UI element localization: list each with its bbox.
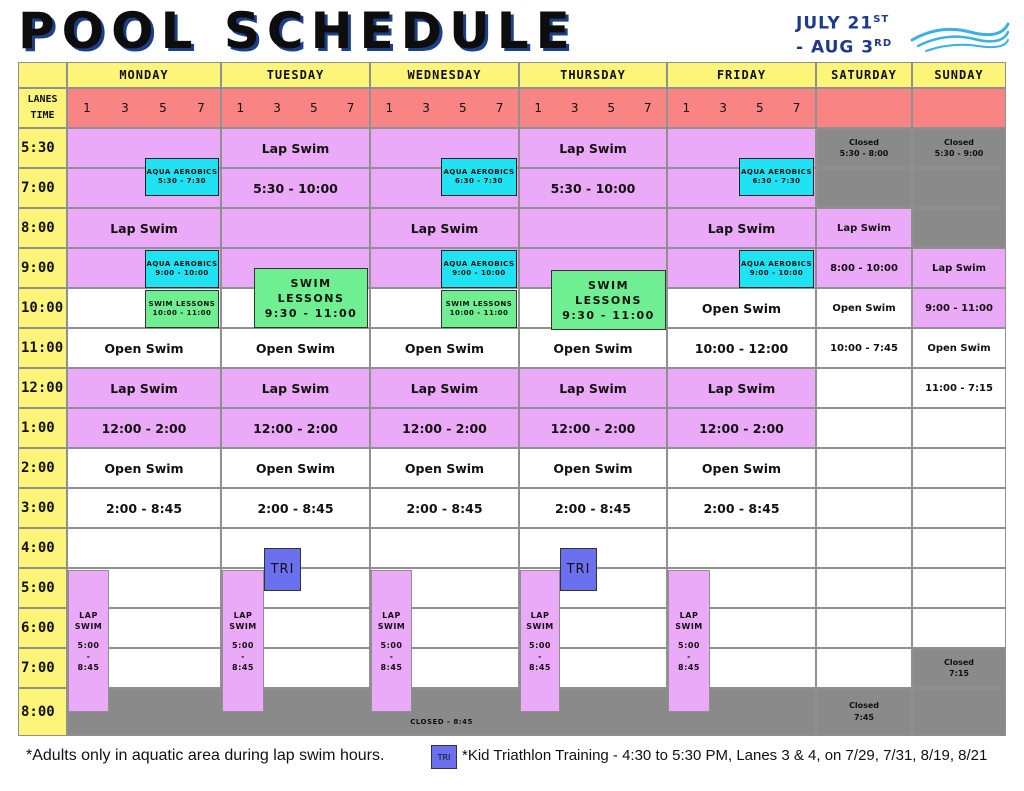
day-header-tuesday: TUESDAY [221,62,370,88]
schedule-cell-saturday [816,528,912,568]
closed-block-sunday-evening: Closed 7:15 [912,648,1006,688]
triathlon-block: TRI [560,548,597,591]
time-label: 7:00 [18,648,67,688]
time-label: 12:00 [18,368,67,408]
time-label: 4:00 [18,528,67,568]
aqua-aerobics-block: AQUA AEROBICS 9:00 - 10:00 [145,250,219,288]
date-range-line2: - AUG 3RD [796,37,893,58]
time-label: 8:00 [18,688,67,736]
lanes-time-header: LANES TIME [18,88,67,128]
schedule-cell-wednesday [370,528,519,568]
day-header-thursday: THURSDAY [519,62,667,88]
time-label: 8:00 [18,208,67,248]
day-header-wednesday: WEDNESDAY [370,62,519,88]
schedule-cell-friday [667,528,816,568]
open-swim-hours: 10:00 - 7:45 [816,328,912,368]
lap-swim-block: Lap Swim [667,208,816,248]
open-swim-hours: 10:00 - 12:00 [667,328,816,368]
lap-swim-hours: 8:00 - 10:00 [816,248,912,288]
open-swim-block: Open Swim [667,448,816,488]
schedule-cell-tuesday [221,208,370,248]
open-swim-block: Open Swim [67,328,221,368]
open-swim-block: Open Swim [519,328,667,368]
lap-swim-block: Lap Swim [519,368,667,408]
schedule-cell-sunday [912,488,1006,528]
aqua-aerobics-block: AQUA AEROBICS 5:30 - 7:30 [145,158,219,196]
closed-block-saturday-evening: Closed 7:45 [816,688,912,736]
date-range-line1: JULY 21ST [796,13,890,34]
time-label: 6:00 [18,608,67,648]
closed-block-sunday: Closed 5:30 - 9:00 [912,128,1006,168]
swim-lessons-block: SWIM LESSONS 9:30 - 11:00 [254,268,368,328]
time-label: 11:00 [18,328,67,368]
lap-swim-hours: 12:00 - 2:00 [519,408,667,448]
lanes-row-saturday [816,88,912,128]
triathlon-block: TRI [264,548,301,591]
lap-swim-hours: 5:30 - 10:00 [221,168,370,208]
schedule-cell-sunday [912,448,1006,488]
open-swim-block: Open Swim [816,288,912,328]
lap-swim-block: Lap Swim [370,208,519,248]
evening-lap-swim-block: LAP SWIM 5:00 - 8:45 [371,570,412,712]
schedule-cell-sunday [912,408,1006,448]
open-swim-hours: 2:00 - 8:45 [519,488,667,528]
swim-lessons-block: SWIM LESSONS 9:30 - 11:00 [551,270,666,330]
evening-lap-swim-block: LAP SWIM 5:00 - 8:45 [520,570,560,712]
time-label: 3:00 [18,488,67,528]
lanes-row-tuesday: 1 3 5 7 [221,88,370,128]
lanes-row-sunday [912,88,1006,128]
time-label: 5:30 [18,128,67,168]
schedule-cell-saturday [816,608,912,648]
time-label: 10:00 [18,288,67,328]
schedule-cell-saturday [816,568,912,608]
footnote-adults-only: *Adults only in aquatic area during lap swim hours. [26,747,385,764]
schedule-cell-saturday [816,408,912,448]
lap-swim-hours: 12:00 - 2:00 [370,408,519,448]
evening-lap-swim-block: LAP SWIM 5:00 - 8:45 [68,570,109,712]
swim-lessons-block: SWIM LESSONS 10:00 - 11:00 [145,290,219,328]
schedule-cell-sunday [912,528,1006,568]
schedule-cell-saturday [816,648,912,688]
open-swim-block: Open Swim [370,448,519,488]
open-swim-hours: 2:00 - 8:45 [667,488,816,528]
open-swim-block: Open Swim [912,328,1006,368]
open-swim-hours: 2:00 - 8:45 [370,488,519,528]
page-title: POOL SCHEDULE [18,2,577,60]
aqua-aerobics-block: AQUA AEROBICS 9:00 - 10:00 [441,250,517,288]
corner-cell [18,62,67,88]
schedule-cell-sunday [912,568,1006,608]
aqua-aerobics-block: AQUA AEROBICS 6:30 - 7:30 [441,158,517,196]
day-header-sunday: SUNDAY [912,62,1006,88]
wave-icon [910,10,1010,54]
legend-tri-swatch: TRI [431,745,457,769]
day-header-monday: MONDAY [67,62,221,88]
lanes-row-monday: 1 3 5 7 [67,88,221,128]
footnote-triathlon: *Kid Triathlon Training - 4:30 to 5:30 PM, Lanes 3 & 4, on 7/29, 7/31, 8/19, 8/21 [462,747,988,764]
lap-swim-block: Lap Swim [519,128,667,168]
schedule-cell-sunday [912,168,1006,208]
lap-swim-block: Lap Swim [816,208,912,248]
open-swim-hours: 2:00 - 8:45 [221,488,370,528]
lap-swim-hours: 12:00 - 2:00 [67,408,221,448]
evening-lap-swim-block: LAP SWIM 5:00 - 8:45 [222,570,264,712]
open-swim-block: Open Swim [221,448,370,488]
schedule-cell-sunday [912,608,1006,648]
schedule-cell-monday [67,528,221,568]
time-label: 5:00 [18,568,67,608]
lap-swim-hours: 5:30 - 10:00 [519,168,667,208]
lap-swim-hours: 12:00 - 2:00 [667,408,816,448]
schedule-cell-sunday [912,208,1006,248]
lap-swim-hours: 9:00 - 11:00 [912,288,1006,328]
closed-bar-weekdays: CLOSED - 8:45 [67,688,816,736]
schedule-cell-saturday [816,368,912,408]
lap-swim-block: Lap Swim [67,368,221,408]
time-label: 7:00 [18,168,67,208]
time-label: 1:00 [18,408,67,448]
lap-swim-block: Lap Swim [667,368,816,408]
lap-swim-hours: 12:00 - 2:00 [221,408,370,448]
lap-swim-block: Lap Swim [221,368,370,408]
day-header-saturday: SATURDAY [816,62,912,88]
open-swim-block: Open Swim [221,328,370,368]
day-header-friday: FRIDAY [667,62,816,88]
open-swim-hours: 2:00 - 8:45 [67,488,221,528]
aqua-aerobics-block: AQUA AEROBICS 6:30 - 7:30 [739,158,814,196]
schedule-cell-thursday [519,208,667,248]
schedule-cell-saturday [816,448,912,488]
open-swim-block: Open Swim [519,448,667,488]
lanes-row-thursday: 1 3 5 7 [519,88,667,128]
evening-lap-swim-block: LAP SWIM 5:00 - 8:45 [668,570,710,712]
time-label: 2:00 [18,448,67,488]
lap-swim-block: Lap Swim [221,128,370,168]
schedule-cell-saturday [816,488,912,528]
open-swim-block: Open Swim [67,448,221,488]
lanes-row-friday: 1 3 5 7 [667,88,816,128]
schedule-cell-sunday [912,688,1006,736]
open-swim-block: Open Swim [370,328,519,368]
schedule-cell-saturday [816,168,912,208]
closed-block-saturday: Closed 5:30 - 8:00 [816,128,912,168]
swim-lessons-block: SWIM LESSONS 10:00 - 11:00 [441,290,517,328]
lap-swim-block: Lap Swim [912,248,1006,288]
aqua-aerobics-block: AQUA AEROBICS 9:00 - 10:00 [739,250,814,288]
open-swim-hours: 11:00 - 7:15 [912,368,1006,408]
lanes-row-wednesday: 1 3 5 7 [370,88,519,128]
open-swim-block: Open Swim [667,288,816,328]
time-label: 9:00 [18,248,67,288]
lap-swim-block: Lap Swim [67,208,221,248]
lap-swim-block: Lap Swim [370,368,519,408]
